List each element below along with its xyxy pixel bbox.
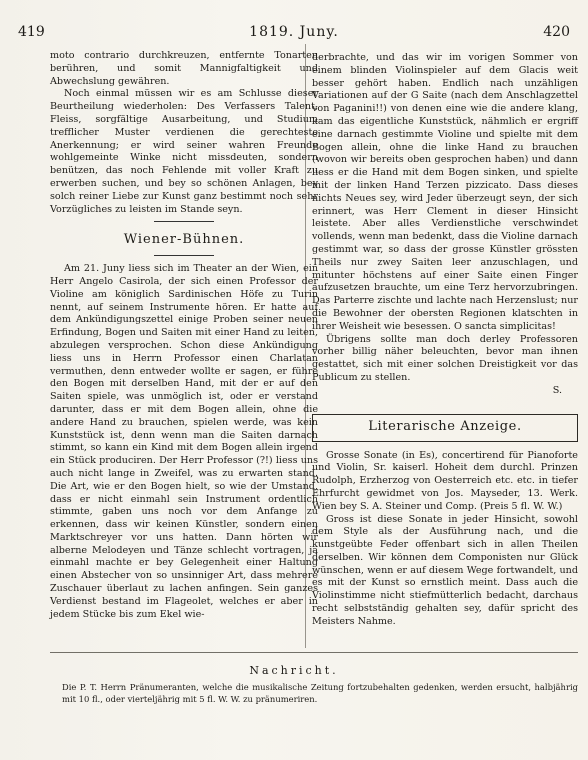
review-conclusion-paragraph: Noch einmal müssen wir es am Schlusse dieser Beurtheilung wiederholen: Des Verfassers Talent, Fleiss, sorgfältige Ausarbeitung, und Studium trefflicher Muster verdienen die gerechteste Anerkennung; er wird seiner wahren Freunde wohlgemeinte Winke nicht missdeuten, sondern benützen, das noch Fehlende mit voller Kraft zu erwerben suchen, und bey so schönen Anlagen, bey solch reiner Liebe zur Kunst ganz bestimmt noch sehr Vorzügliches zu leisten im Stande seyn.: [50, 88, 318, 215]
page-number-right: 420: [543, 24, 570, 40]
page-header: [0, 24, 588, 42]
notice-title: Nachricht.: [249, 664, 339, 677]
right-column: [312, 52, 578, 629]
sonata-review-paragraph: Gross ist diese Sonate in jeder Hinsicht, sowohl dem Style als der Ausführung nach, und die kunstgeübte Feder offenbart sich in allen Theilen derselben. Wir können dem Componisten nur Glück wünschen, wenn er auf diesem Wege fortwandelt, und es mit der Kunst so ernstlich meint. Dass auch die Violinstimme nicht stiefmütterlich bedacht, darchaus recht selbstständig gehalten sey, dafür spricht des Meisters Nahme.: [312, 513, 578, 627]
left-column: [50, 50, 318, 621]
review-ending-paragraph: moto contrario durchkreuzen, entfernte Tonarten berühren, und somit Mannigfaltigkeit und Abwechslung gewähren.: [50, 50, 318, 87]
footer-rule: [50, 652, 578, 653]
literary-notice-title: Literarische Anzeige.: [368, 419, 522, 435]
page-number-left: 419: [18, 24, 45, 40]
section-heading-wiener-buehnen: Wiener-Bühnen.: [123, 232, 245, 248]
notice-text: Die P. T. Herrn Pränumeranten, welche die musikalische Zeitung fortzubehalten gedenken, werden ersucht, halbjährig mit 10 fl., oder vierteljährig mit 5 fl. W. W. zu pränumeriren.: [62, 682, 578, 704]
theatre-report-continued: derbrachte, und das wir im vorigen Sommer von einem blinden Violinspieler auf dem Glacis weit besser gehört haben. Endlich nach unzähligen Variationen auf der G Saite (nach dem Anschlagzettel von Paganini!!) von denen eine wie die andere klang, kam das eigentliche Kunststück, nähmlich er ergriff eine darnach gestimmte Violine und spielte mit dem Bogen allein, ohne die linke Hand zu brauchen (wovon wir bereits oben gesprochen haben) und dann liess er die Hand mit dem Bogen sinken, und spielte mit der linken Hand Terzen pizzicato. Dass dieses nichts Neues sey, wird Jeder überzeugt seyn, der sich erinnert, was Herr Clement in dieser Hinsicht leistete. Aber alles Verdienstliche verschwindet vollends, wenn man bedenkt, dass die Violine darnach gestimmt war, so dass der grosse Künstler grössten Theils nur zwey Saiten leer anzuschlagen, und mitunter höchstens auf einer Saite einen Finger aufzusetzen brauchte, um eine Terz hervorzubringen. Das Parterre zischte und lachte nach Herzenslust; nur die Bewohner der obersten Regionen klatschten in ihrer Weisheit wie besessen. O sancta simplicitas!: [312, 52, 578, 332]
heading-underline: [154, 255, 214, 256]
sonata-listing: Grosse Sonate (in Es), concertirend für Pianoforte und Violin, Sr. kaiserl. Hoheit dem durchl. Prinzen Rudolph, Erzherzog von Oesterreich etc. etc. in tiefer Ehrfurcht gewidmet von Jos. Mayseder, 13. Werk. Wien bey S. A. Steiner und Comp. (Preis 5 fl. W. W.): [312, 449, 578, 512]
page-date-title: 1819. Juny.: [249, 24, 339, 40]
theatre-report-closing: Übrigens sollte man doch derley Professoren vorher billig näher beleuchten, bevor man ihnen gestattet, sich mit einer solchen Dreistigkeit vor das Publicum zu stellen.: [312, 333, 578, 383]
theatre-report-paragraph: Am 21. Juny liess sich im Theater an der Wien, ein Herr Angelo Casirola, der sich einen Professor der Violine am königlich Sardinischen Höfe zu Turin nennt, auf seinem Instrumente hören. Er hatte auf dem Ankündigungszettel einige Proben seiner neuen Erfindung, Bogen und Saiten mit einer Hand zu leiten, abzulegen versprochen. Schon diese Ankündigung liess uns in Herrn Professor einen Charlatan vermuthen, denn entweder wollte er sagen, er führe den Bogen mit derselben Hand, mit der er auf den Saiten spiele, was unmöglich ist, oder er verstand darunter, dass er mit dem Bogen allein, ohne die andere Hand zu brauchen, spielen werde, was kein Kunststück ist, denn wenn man die Saiten darnach stimmt, so kann ein Kind mit dem Bogen allein irgend ein Stück produciren. Der Herr Professor (?!) liess uns auch nicht lange in Zweifel, was zu erwarten stand. Die Art, wie er den Bogen hielt, so wie der Umstand, dass er nicht einmahl sein Instrument ordentlich stimmte, gaben uns noch vor dem Anfange zu erkennen, dass wir keinen Künstler, sondern einen Marktschreyer vor uns hatten. Dann hörten wir alberne Melodeyen und Tänze schlecht vortragen, ja einmahl machte er bey Gelegenheit einer Haltung einen Abstecher von so unsinniger Art, dass mehrere Zuschauer überlaut zu lachen anfingen. Sein ganzes Verdienst bestand im Flageolet, welches er aber in jedem Stücke bis zum Ekel wie-: [50, 263, 318, 620]
section-divider: [154, 221, 214, 222]
author-signature: S.: [552, 384, 562, 396]
literary-notice-heading-box: [312, 414, 578, 442]
